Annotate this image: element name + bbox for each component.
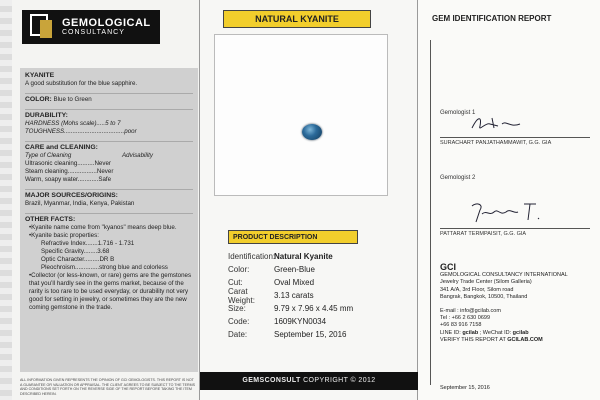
facts-label: OTHER FACTS: (25, 216, 76, 223)
fact-collector: • Collector (or less-known, or rare) gems are the gemstones that you’ll hardly see in the gems market, because of the rarity is too rare to be used everyday, or durability not very good for setting in jewelry, or sometimes they are the new coming gemstone in the trade. (25, 272, 193, 312)
desc-row (228, 315, 404, 328)
contact-block (440, 262, 598, 345)
signature-1-icon (468, 112, 528, 134)
report-date: September 15, 2016 (440, 385, 490, 391)
gemstone-icon (302, 124, 322, 140)
info-intro: A good substitution for the blue sapphire. (25, 80, 138, 87)
signature-2-icon (468, 200, 548, 226)
middle-panel (200, 0, 418, 400)
wechat-label: ; WeChat ID: (478, 329, 513, 336)
info-title: KYANITE (25, 72, 55, 79)
care-head-a: Type of Cleaning (25, 152, 72, 159)
signature-line-2 (440, 227, 590, 229)
care-ultrasonic: Ultrasonic cleaning..........Never (25, 160, 111, 167)
signature-line-1 (440, 136, 590, 138)
logo-name: GEMOLOGICAL (62, 16, 151, 29)
desc-label: Identification: (228, 252, 276, 261)
sources-text: Brazil, Myanmar, India, Kenya, Pakistan (25, 200, 135, 207)
desc-row (228, 328, 404, 341)
stone-title: NATURAL KYANITE (223, 10, 371, 28)
right-panel (418, 0, 600, 400)
address-line-3: Bangrak, Bangkok, 10500, Thailand (440, 294, 528, 301)
desc-value: 1609KYN0034 (274, 317, 327, 326)
desc-label: Carat Weight: (228, 286, 255, 305)
desc-value: 3.13 carats (274, 291, 314, 300)
desc-value: 9.79 x 7.96 x 4.45 mm (274, 304, 354, 313)
durability-label: DURABILITY: (25, 112, 68, 119)
care-warm: Warm, soapy water............Safe (25, 176, 112, 183)
fact-properties: • Kyanite basic properties: (25, 232, 193, 240)
gemologist2-label: Gemologist 2 (440, 175, 476, 181)
prop-sg: Specific Gravity........3.68 (41, 248, 110, 255)
gem-photo (214, 34, 388, 196)
description-table (228, 250, 404, 341)
wechat-id: gcilab (512, 329, 529, 336)
fold-gutter (0, 0, 12, 400)
left-panel (0, 0, 200, 400)
gemologist2-name: PATTARAT TERMPAISIT, G.G. GIA (440, 231, 527, 237)
address-line-1: Jewelry Trade Center (Silom Galleria) (440, 279, 532, 286)
fact-name: • Kyanite name come from "kyanos" means deep blue. (25, 224, 193, 232)
toughness-text: TOUGHNESS...................................poor (25, 128, 137, 135)
address-line-2: 341 A/A, 3rd Floor, Silom road (440, 286, 514, 293)
desc-row (228, 286, 404, 305)
email-text: E-mail : info@gcilab.com (440, 307, 501, 314)
line-label: LINE ID: (440, 329, 463, 336)
line-wechat (440, 330, 598, 337)
fold-line (430, 40, 431, 385)
desc-row (228, 250, 404, 263)
logo-sub: CONSULTANCY (62, 29, 125, 37)
sources-label: MAJOR SOURCES/ORIGINS: (25, 192, 118, 199)
description-title: PRODUCT DESCRIPTION (228, 230, 358, 244)
verify-site-link[interactable]: GCILAB.COM (507, 337, 543, 344)
footer-copyright: COPYRIGHT © 2012 (303, 377, 376, 384)
prop-pleo: Pleochroism..............strong blue and colorless (41, 264, 168, 271)
care-steam: Steam cleaning.................Never (25, 168, 114, 175)
desc-row (228, 302, 404, 315)
verify-label: VERIFY THIS REPORT AT (440, 337, 508, 344)
care-label: CARE and CLEANING: (25, 144, 98, 151)
footer-brand: GEMSCONSULT (242, 377, 301, 384)
line-id: gcilab (462, 329, 479, 336)
company-name: GEMOLOGICAL CONSULTANCY INTERNATIONAL (440, 272, 568, 278)
color-value: Blue to Green (53, 96, 92, 103)
verify-text (440, 337, 598, 344)
desc-row (228, 263, 404, 276)
desc-label: Cut: (228, 278, 243, 287)
kyanite-info-card (20, 68, 198, 372)
gemsconsult-footer (200, 372, 418, 390)
tel-text-2: +66 83 916 7158 (440, 322, 482, 329)
desc-label: Code: (228, 317, 250, 326)
tel-text: Tel : +66 2 630 0699 (440, 315, 490, 322)
desc-value: Oval Mixed (274, 278, 315, 287)
logo-mark-icon (30, 14, 56, 40)
report-title: GEM IDENTIFICATION REPORT (432, 14, 552, 23)
disclaimer: ALL INFORMATION GIVEN REPRESENTS THE OPINION OF GCI GEMOLOGISTS. THIS REPORT IS NOT A GUARANTEE OR VALUATION OR APPRAISAL. THE CLIENT AGREES TO BE SUBJECT TO THE TERMS AND CONDITIONS SET FORTH ON THE REVERSE SIDE OF THE REPORT BEFORE TAKING THE ITEM DESCRIBED HEREIN. (20, 378, 196, 396)
gemologist1-label: Gemologist 1 (440, 110, 476, 116)
gci-heading: GCI (440, 262, 457, 272)
desc-label: Size: (228, 304, 246, 313)
desc-label: Date: (228, 330, 248, 339)
desc-value: Natural Kyanite (274, 252, 333, 261)
gemologist1-name: SURACHART PANJATHAMMAWIT, G.G. GIA (440, 140, 552, 146)
care-head-b: Advisability (122, 152, 153, 159)
prop-ri: Refractive Index.......1.716 - 1.731 (41, 240, 135, 247)
hardness-text: HARDNESS (Mohs scale).....5 to 7 (25, 120, 121, 127)
company-logo (22, 10, 160, 44)
color-label: COLOR: (25, 96, 52, 103)
desc-value: Green-Blue (274, 265, 315, 274)
prop-optic: Optic Character.........DR B (41, 256, 115, 263)
desc-value: September 15, 2016 (274, 330, 347, 339)
desc-label: Color: (228, 265, 250, 274)
